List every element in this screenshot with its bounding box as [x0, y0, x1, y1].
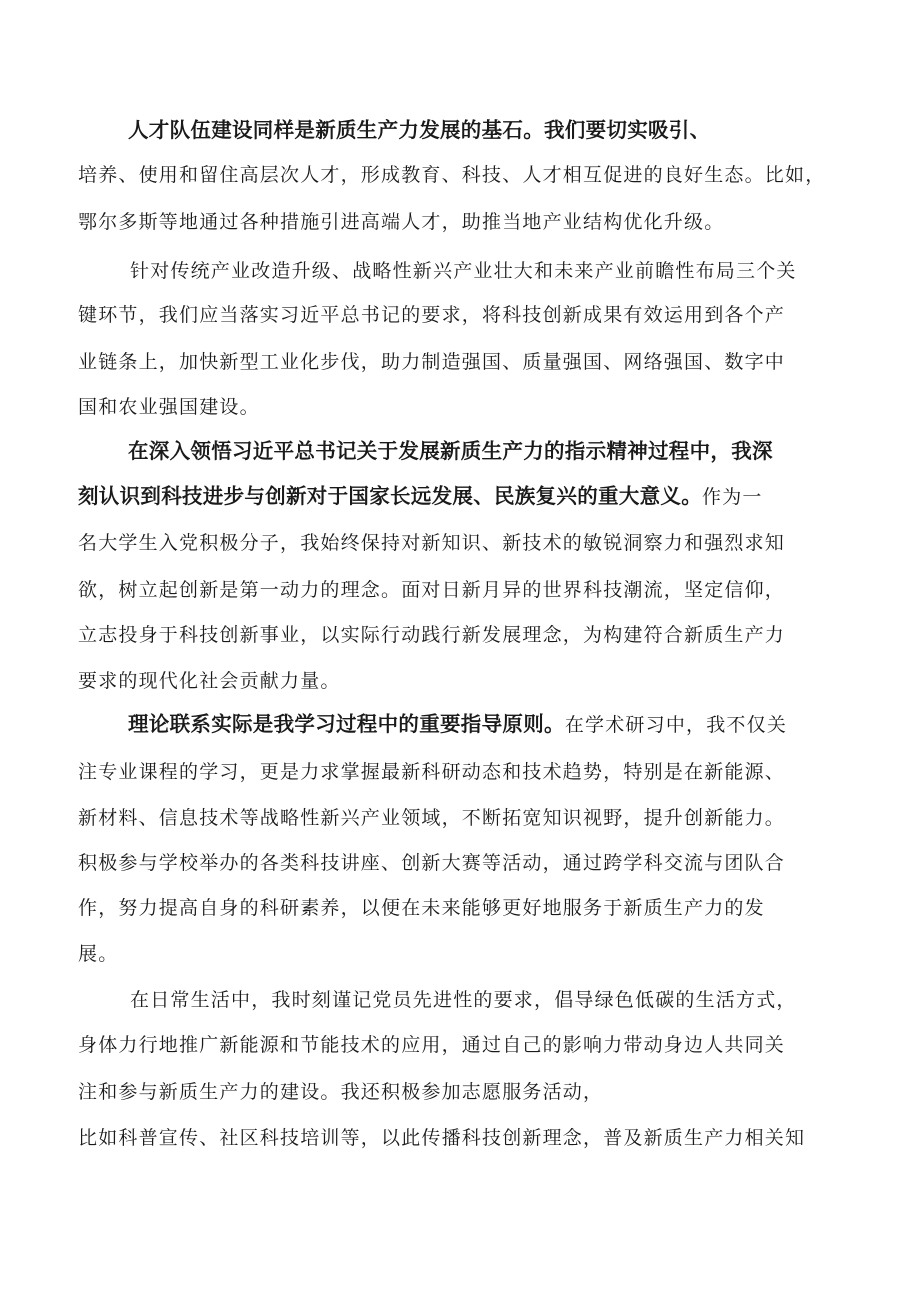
paragraph-4-line-1-rest: 在学术研习中，我不仅关 [564, 714, 788, 736]
paragraph-4-line-1 [128, 712, 787, 737]
paragraph-4-line-3: 新材料、信息技术等战略性新兴产业领域，不断拓宽知识视野，提升创新能力。 [78, 807, 786, 829]
paragraph-5-line-3: 注和参与新质生产力的建设。我还积极参加志愿服务活动， [78, 1081, 604, 1103]
paragraph-4-line-2: 注专业课程的学习，更是力求掌握最新科研动态和技术趋势，特别是在新能源、 [78, 761, 786, 783]
paragraph-3-line-2-bold: 刻认识到科技进步与创新对于国家长远发展、民族复兴的重大意义。 [78, 484, 702, 508]
paragraph-3-line-4: 欲，树立起创新是第一动力的理念。面对日新月异的世界科技潮流，坚定信仰， [78, 579, 786, 601]
paragraph-1-line-3: 鄂尔多斯等地通过各种措施引进高端人才，助推当地产业结构优化升级。 [78, 211, 725, 233]
paragraph-1-line-1: 人才队伍建设同样是新质生产力发展的基石。我们要切实吸引、 [128, 118, 711, 142]
paragraph-2-line-2: 键环节，我们应当落实习近平总书记的要求，将科技创新成果有效运用到各个产 [78, 304, 786, 326]
paragraph-3-line-2 [78, 484, 763, 509]
paragraph-2-line-1: 针对传统产业改造升级、战略性新兴产业壮大和未来产业前瞻性布局三个关 [130, 260, 797, 282]
paragraph-3-line-1: 在深入领悟习近平总书记关于发展新质生产力的指示精神过程中，我深 [128, 439, 773, 463]
paragraph-4-line-1-bold: 理论联系实际是我学习过程中的重要指导原则。 [128, 712, 565, 736]
paragraph-3-line-5: 立志投身于科技创新事业，以实际行动践行新发展理念，为构建符合新质生产力 [78, 624, 786, 646]
paragraph-3-line-3: 名大学生入党积极分子，我始终保持对新知识、新技术的敏锐洞察力和强烈求知 [78, 532, 786, 554]
paragraph-1-line-2: 培养、使用和留住高层次人才，形成教育、科技、人才相互促进的良好生态。比如， [78, 164, 826, 186]
paragraph-4-line-5: 作，努力提高自身的科研素养，以便在未来能够更好地服务于新质生产力的发 [78, 897, 765, 919]
paragraph-5-line-2: 身体力行地推广新能源和节能技术的应用，通过自己的影响力带动身边人共同关 [78, 1034, 786, 1056]
paragraph-3-line-6: 要求的现代化社会贡献力量。 [78, 670, 341, 692]
paragraph-3-line-2-rest: 作为一 [702, 486, 763, 508]
paragraph-4-line-4: 积极参与学校举办的各类科技讲座、创新大赛等活动，通过跨学科交流与团队合 [78, 852, 786, 874]
paragraph-4-line-6: 展。 [78, 943, 119, 965]
paragraph-2-line-4: 国和农业强国建设。 [78, 396, 260, 418]
paragraph-5-line-4: 比如科普宣传、社区科技培训等，以此传播科技创新理念，普及新质生产力相关知 [78, 1127, 806, 1149]
paragraph-2-line-3: 业链条上，加快新型工业化步伐，助力制造强国、质量强国、网络强国、数字中 [78, 351, 786, 373]
paragraph-5-line-1: 在日常生活中，我时刻谨记党员先进性的要求，倡导绿色低碳的生活方式， [130, 989, 797, 1011]
